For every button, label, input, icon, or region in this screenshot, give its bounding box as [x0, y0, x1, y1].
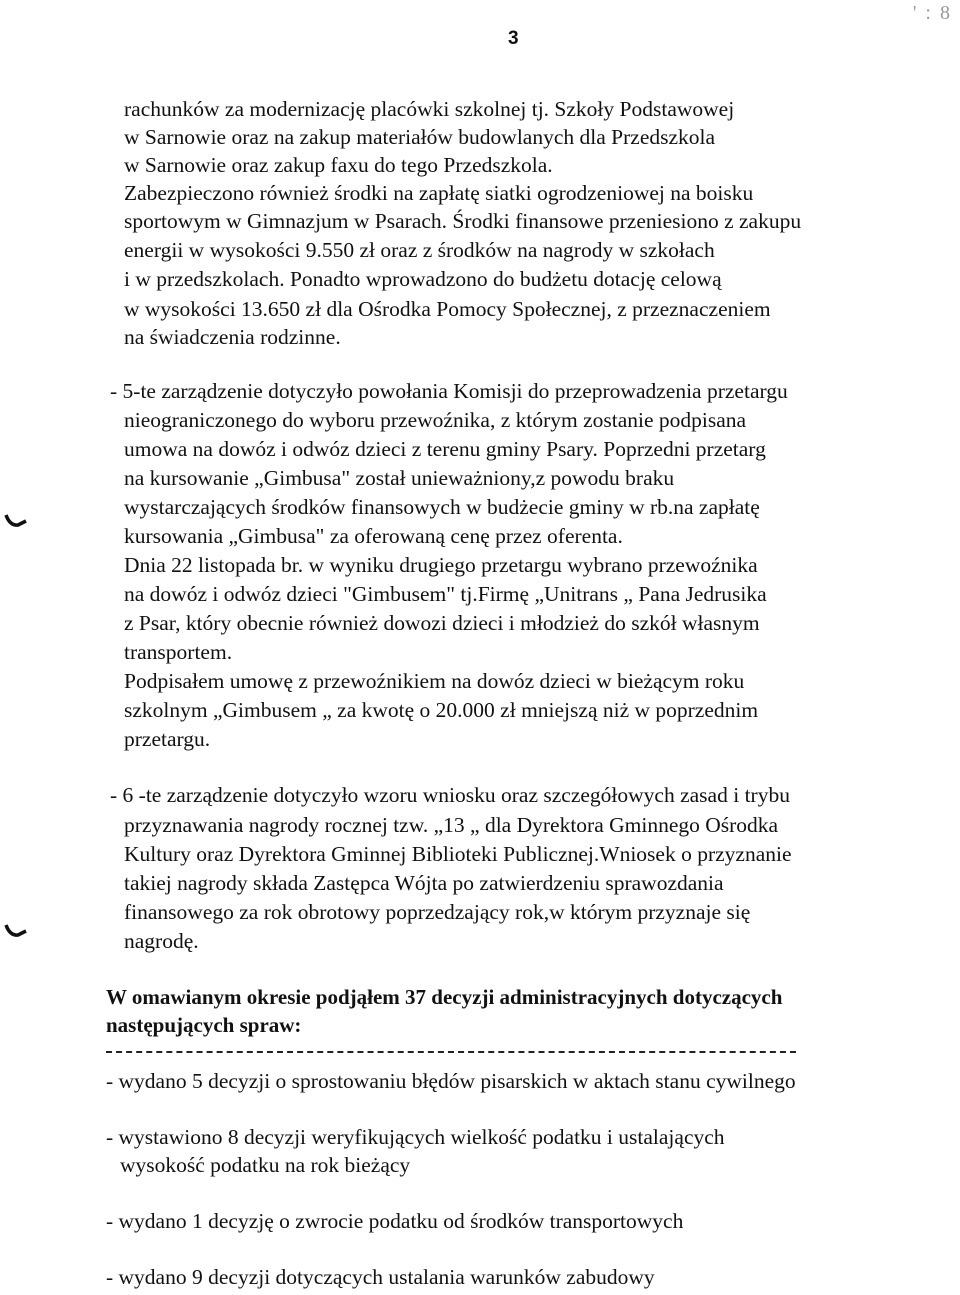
section-heading: W omawianym okresie podjąłem 37 decyzji administracyjnych dotyczących — [106, 985, 783, 1009]
text-line: z Psar, który obecnie również dowozi dzieci i młodzież do szkół własnym — [124, 611, 760, 635]
list-item: - wydano 9 decyzji dotyczących ustalania warunków zabudowy — [106, 1265, 655, 1289]
text-line: - 5-te zarządzenie dotyczyło powołania Komisji do przeprowadzenia przetargu — [110, 379, 788, 403]
text-line: nagrodę. — [124, 929, 199, 953]
corner-mark: ' : 8 — [912, 2, 952, 24]
text-line: umowa na dowóz i odwóz dzieci z terenu gminy Psary. Poprzedni przetarg — [124, 437, 766, 461]
list-item: - wystawiono 8 decyzji weryfikujących wielkość podatku i ustalających — [106, 1125, 725, 1149]
text-line: nieograniczonego do wyboru przewoźnika, z którym zostanie podpisana — [124, 408, 747, 432]
text-line: i w przedszkolach. Ponadto wprowadzono do budżetu dotację celową — [124, 267, 722, 291]
page-number: 3 — [508, 28, 519, 49]
text-line: sportowym w Gimnazjum w Psarach. Środki finansowe przeniesiono z zakupu — [124, 209, 802, 233]
text-line: energii w wysokości 9.550 zł oraz z środków na nagrody w szkołach — [124, 238, 715, 262]
text-line: rachunków za modernizację placówki szkolnej tj. Szkoły Podstawowej — [124, 97, 735, 121]
list-item: - wydano 1 decyzję o zwrocie podatku od środków transportowych — [106, 1209, 684, 1233]
text-line: na świadczenia rodzinne. — [124, 325, 341, 349]
text-line: wystarczających środków finansowych w budżecie gminy w rb.na zapłatę — [124, 495, 760, 519]
text-line: Dnia 22 listopada br. w wyniku drugiego przetargu wybrano przewoźnika — [124, 553, 758, 577]
list-item: - wydano 5 decyzji o sprostowaniu błędów pisarskich w aktach stanu cywilnego — [106, 1069, 796, 1093]
text-line: transportem. — [124, 640, 233, 664]
text-line: w wysokości 13.650 zł dla Ośrodka Pomocy Społecznej, z przeznaczeniem — [124, 297, 771, 321]
text-line: w Sarnowie oraz zakup faxu do tego Przedszkola. — [124, 153, 553, 177]
text-line: na kursowanie „Gimbusa" został unieważniony,z powodu braku — [124, 466, 675, 490]
text-line: finansowego za rok obrotowy poprzedzający rok,w którym przyznaje się — [124, 900, 751, 924]
text-line: w Sarnowie oraz na zakup materiałów budowlanych dla Przedszkola — [124, 125, 716, 149]
text-line: kursowania „Gimbusa" za oferowaną cenę przez oferenta. — [124, 524, 623, 548]
dashed-divider — [106, 1051, 796, 1053]
section-heading: następujących spraw: — [106, 1013, 302, 1037]
text-line: - 6 -te zarządzenie dotyczyło wzoru wniosku oraz szczegółowych zasad i trybu — [110, 783, 790, 807]
text-line: przetargu. — [124, 727, 211, 751]
check-mark-icon — [4, 512, 30, 530]
text-line: takiej nagrody składa Zastępca Wójta po zatwierdzeniu sprawozdania — [124, 871, 724, 895]
text-line: Kultury oraz Dyrektora Gminnej Biblioteki Publicznej.Wniosek o przyznanie — [124, 842, 792, 866]
check-mark-icon — [4, 922, 30, 940]
list-item: wysokość podatku na rok bieżący — [120, 1153, 411, 1177]
text-line: Zabezpieczono również środki na zapłatę siatki ogrodzeniowej na boisku — [124, 181, 754, 205]
text-line: Podpisałem umowę z przewoźnikiem na dowóz dzieci w bieżącym roku — [124, 669, 745, 693]
text-line: przyznawania nagrody rocznej tzw. „13 „ dla Dyrektora Gminnego Ośrodka — [124, 813, 779, 837]
text-line: szkolnym „Gimbusem „ za kwotę o 20.000 zł mniejszą niż w poprzednim — [124, 698, 759, 722]
text-line: na dowóz i odwóz dzieci "Gimbusem" tj.Firmę „Unitrans „ Pana Jedrusika — [124, 582, 767, 606]
